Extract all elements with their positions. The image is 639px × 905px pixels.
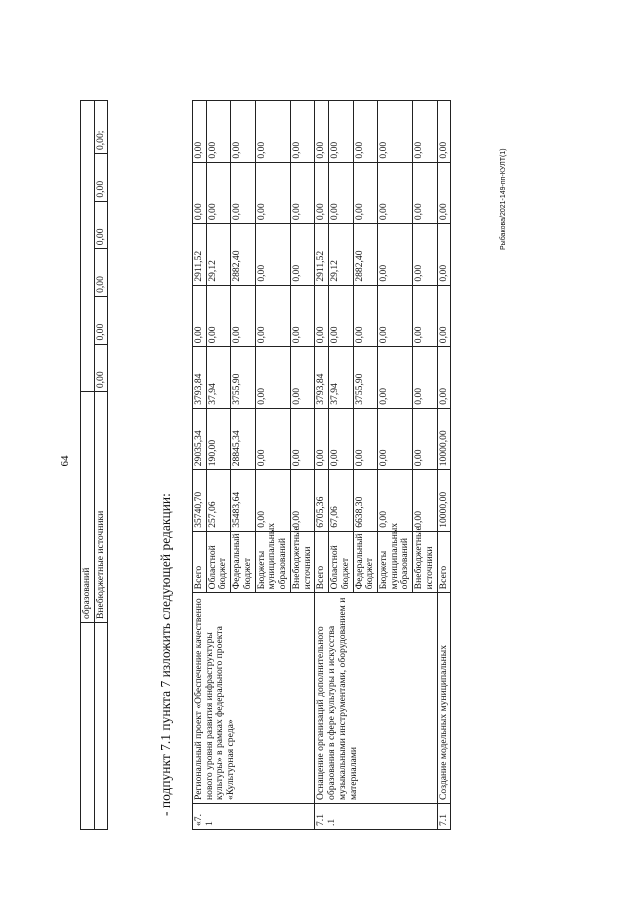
value-cell: 0,00	[329, 408, 353, 470]
value-cell: 0,00	[353, 285, 377, 347]
value-cell: 6638,30	[353, 470, 377, 532]
value-cell: 2911,52	[193, 224, 207, 286]
top-cell: 0,00	[94, 201, 108, 249]
value-cell: 190,00	[206, 408, 230, 470]
value-cell: 0,00	[290, 285, 314, 347]
value-cell: 0,00	[353, 101, 377, 163]
source-cell: Бюджеты муниципальных образований	[255, 531, 290, 593]
subheading: - подпункт 7.1 пункта 7 изложить следующей редакции:	[158, 493, 173, 816]
top-row2-src: Внебюджетные источники	[94, 392, 108, 623]
value-cell: 2882,40	[231, 224, 255, 286]
main-table	[192, 100, 451, 830]
value-cell: 10000,00	[437, 470, 451, 532]
value-cell: 0,00	[378, 408, 413, 470]
value-cell: 10000,00	[437, 408, 451, 470]
top-row1-label: образований	[81, 392, 95, 623]
value-cell: 0,00	[413, 101, 437, 163]
value-cell: 0,00	[329, 101, 353, 163]
value-cell: 0,00	[353, 408, 377, 470]
value-cell: 3755,90	[231, 347, 255, 409]
value-cell: 0,00	[315, 408, 329, 470]
value-cell: 0,00	[378, 470, 413, 532]
value-cell: 0,00	[413, 224, 437, 286]
value-cell: 0,00	[290, 224, 314, 286]
value-cell: 0,00	[290, 101, 314, 163]
value-cell: 3793,84	[193, 347, 207, 409]
value-cell: 0,00	[290, 470, 314, 532]
top-cell: 0,00	[94, 154, 108, 202]
value-cell: 3793,84	[315, 347, 329, 409]
value-cell: 37,94	[206, 347, 230, 409]
value-cell: 0,00	[290, 408, 314, 470]
value-cell: 0,00	[413, 162, 437, 224]
row-id: «7. 1	[193, 803, 315, 829]
value-cell: 0,00	[353, 162, 377, 224]
value-cell: 29,12	[206, 224, 230, 286]
row-id: 7.1	[437, 803, 451, 829]
value-cell: 3755,90	[353, 347, 377, 409]
value-cell: 0,00	[255, 162, 290, 224]
source-cell: Всего	[315, 531, 329, 593]
value-cell: 0,00	[437, 162, 451, 224]
value-cell: 0,00	[437, 347, 451, 409]
row-name: Создание модельных муниципальных	[437, 593, 451, 804]
value-cell: 35740,70	[193, 470, 207, 532]
value-cell: 0,00	[255, 470, 290, 532]
source-cell: Федеральный бюджет	[353, 531, 377, 593]
value-cell: 29035,34	[193, 408, 207, 470]
source-cell: Бюджеты муниципальных образований	[378, 531, 413, 593]
top-cell: 0,00	[94, 249, 108, 297]
value-cell: 0,00	[255, 408, 290, 470]
footer-code: Рыбакова/2021-149-пп-КУЛТ(1)	[500, 148, 507, 250]
value-cell: 0,00	[413, 408, 437, 470]
value-cell: 0,00	[329, 285, 353, 347]
value-cell: 0,00	[329, 162, 353, 224]
value-cell: 0,00	[437, 224, 451, 286]
value-cell: 0,00	[206, 162, 230, 224]
row-name: Оснащение организаций дополнительного образования в сфере культуры и искусства музыкальными инструментами, оборудованием и материалами	[315, 593, 437, 804]
value-cell: 0,00	[378, 285, 413, 347]
source-cell: Всего	[437, 531, 451, 593]
value-cell: 0,00	[378, 162, 413, 224]
value-cell: 0,00	[193, 162, 207, 224]
value-cell: 28845,34	[231, 408, 255, 470]
value-cell: 0,00	[290, 162, 314, 224]
top-cell: 0,00;	[94, 101, 108, 154]
value-cell: 0,00	[413, 347, 437, 409]
page-number: 64	[59, 455, 71, 467]
row-name: Региональный проект «Обеспечение качественно нового уровня развития инфраструктуры культуры» в рамках федерального проекта «Культурная среда»	[193, 593, 315, 804]
rotated-content	[80, 100, 639, 830]
value-cell: 0,00	[255, 347, 290, 409]
value-cell: 35483,64	[231, 470, 255, 532]
value-cell: 0,00	[413, 285, 437, 347]
value-cell: 0,00	[315, 101, 329, 163]
value-cell: 29,12	[329, 224, 353, 286]
value-cell: 0,00	[206, 101, 230, 163]
value-cell: 0,00	[193, 285, 207, 347]
value-cell: 0,00	[378, 224, 413, 286]
value-cell: 0,00	[437, 101, 451, 163]
source-cell: Внебюджетные источники	[290, 531, 314, 593]
value-cell: 257,06	[206, 470, 230, 532]
table-row	[193, 101, 207, 830]
value-cell: 0,00	[413, 470, 437, 532]
value-cell: 0,00	[437, 285, 451, 347]
source-cell: Внебюджетные источники	[413, 531, 437, 593]
source-cell: Всего	[193, 531, 207, 593]
value-cell: 0,00	[255, 101, 290, 163]
table-row	[315, 101, 329, 830]
value-cell: 0,00	[231, 285, 255, 347]
value-cell: 0,00	[315, 162, 329, 224]
source-cell: Федеральный бюджет	[231, 531, 255, 593]
value-cell: 67,06	[329, 470, 353, 532]
value-cell: 0,00	[193, 101, 207, 163]
value-cell: 0,00	[206, 285, 230, 347]
source-cell: Областной бюджет	[329, 531, 353, 593]
value-cell: 6705,36	[315, 470, 329, 532]
value-cell: 37,94	[329, 347, 353, 409]
table-row	[437, 101, 451, 830]
top-cell: 0,00	[94, 296, 108, 344]
value-cell: 0,00	[290, 347, 314, 409]
source-cell: Областной бюджет	[206, 531, 230, 593]
value-cell: 0,00	[378, 347, 413, 409]
top-cell: 0,00	[94, 344, 108, 392]
value-cell: 2911,52	[315, 224, 329, 286]
value-cell: 0,00	[378, 101, 413, 163]
row-id: 7.1 .1	[315, 803, 437, 829]
value-cell: 0,00	[231, 101, 255, 163]
value-cell: 0,00	[255, 224, 290, 286]
value-cell: 0,00	[255, 285, 290, 347]
value-cell: 0,00	[315, 285, 329, 347]
top-table	[80, 100, 108, 830]
value-cell: 0,00	[231, 162, 255, 224]
value-cell: 2882,40	[353, 224, 377, 286]
